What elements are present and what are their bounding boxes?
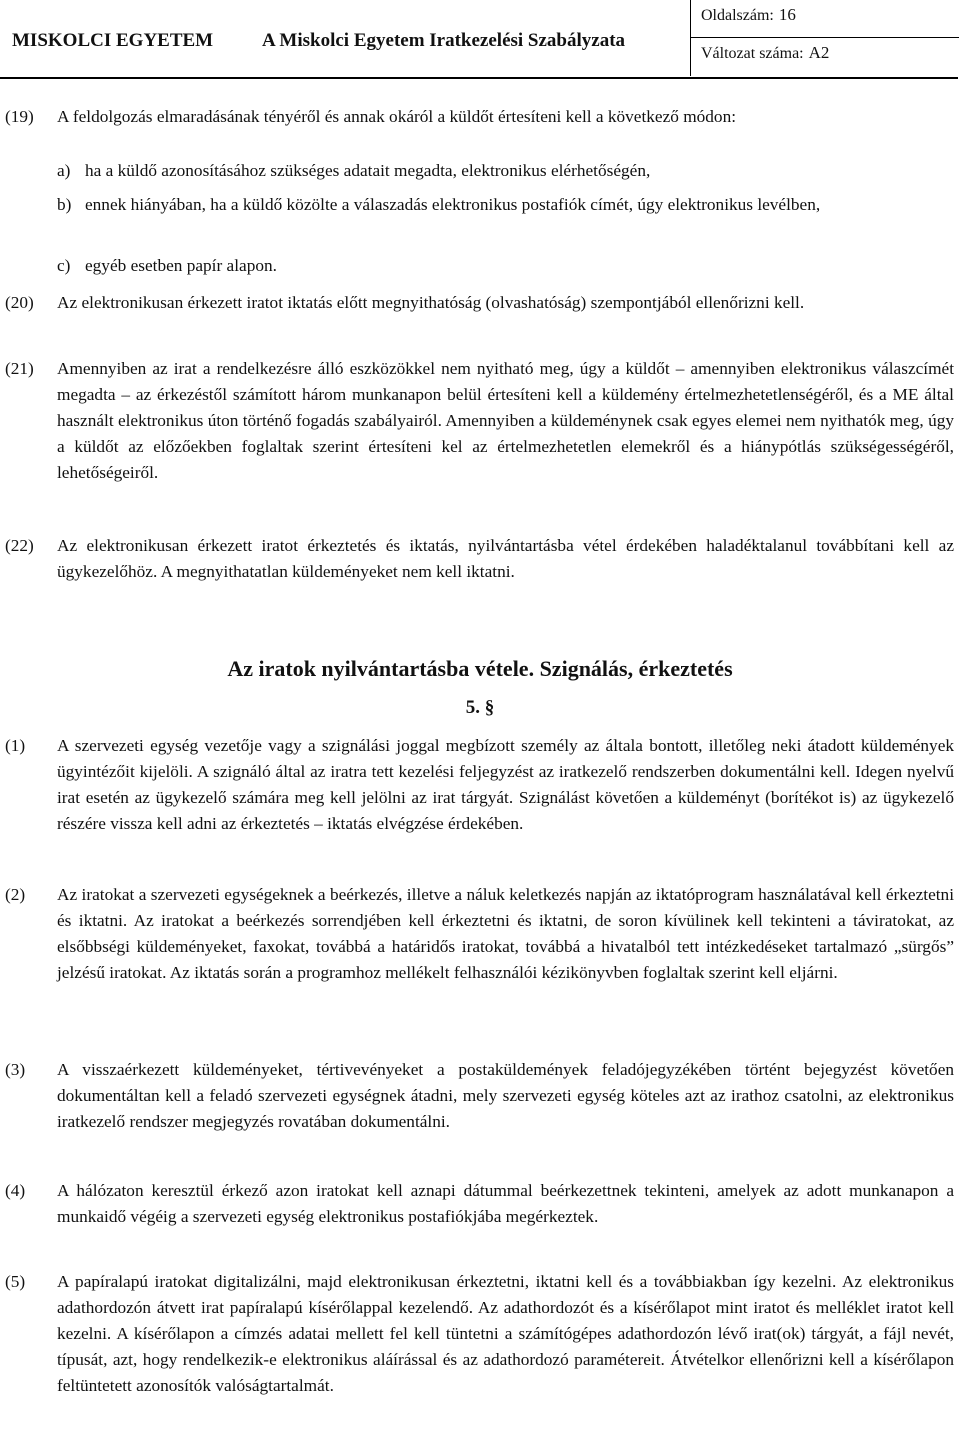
- section-number: 5. §: [465, 697, 495, 718]
- paragraph-text: Az iratokat a szervezeti egységeknek a beérkezés, illetve a náluk keletkezés napján az iktatóprogram használatával kell érkeztetni és iktatni. Az iratokat a beérkezés sorrendjében kell érkeztetni és iktatni, de soron kívülinek kell tekinteni a táviratokat, az elsőbbségi küldeményeket, faxokat, továbbá a határidős iratokat, továbbá a hivatalból tett intézkedéseket tartalmazó „sürgős” jelzésű iratokat. Az iktatás során a programhoz mellékelt felhasználói kézikönyvben foglaltak szerint kell eljárni.: [57, 885, 954, 982]
- paragraph-number: (22): [5, 536, 34, 555]
- paragraph-text: A papíralapú iratokat digitalizálni, majd elektronikusan érkeztetni, iktatni kell és a továbbiakban így kezelni. Az elektronikus adathordozón átvett irat papíralapú kísérőlappal kezelendő. Az adathordozót és a kísérőlapot mint iratot és melléklet iratot kell kezelni. A kísérőlapon a címzés adatai mellett fel kell tüntetni a számítógépes adathordozón lévő irat(ok) tárgyát, a fájl nevét, típusát, azt, hogy rendelkezik-e elektronikus aláírással és az adathordozó paramétereit. Átvételkor ellenőrizni kell a kísérőlapon feltüntetett azonosítók valóságtartalmát.: [57, 1272, 954, 1395]
- section-paragraph-5: [0, 1269, 954, 1399]
- paragraph-text: Az elektronikusan érkezett iratot iktatás előtt megnyithatóság (olvashatóság) szempontjából ellenőrizni kell.: [57, 293, 805, 312]
- paragraph-text: Az elektronikusan érkezett iratot érkeztetés és iktatás, nyilvántartásba vétel érdekében haladéktalanul továbbítani kell az ügykezelőhöz. A megnyithatatlan küldeményeket nem kell iktatni.: [57, 536, 954, 581]
- section-paragraph-2: [0, 882, 954, 986]
- list-item-letter: c): [57, 256, 71, 275]
- paragraph-21: [0, 356, 954, 486]
- list-item: [57, 192, 954, 218]
- section-paragraph-4: [0, 1178, 954, 1230]
- paragraph-number: (20): [5, 293, 34, 312]
- paragraph-number: (1): [5, 736, 26, 755]
- university-name: MISKOLCI EGYETEM: [12, 30, 214, 51]
- list-item-text: egyéb esetben papír alapon.: [85, 256, 277, 275]
- document-title: A Miskolci Egyetem Iratkezelési Szabályzata: [262, 30, 626, 51]
- list-item-text: ennek hiányában, ha a küldő közölte a válaszadás elektronikus postafiók címét, úgy elektronikus levélben,: [85, 195, 821, 214]
- version-label: Változat száma:: [701, 45, 804, 62]
- list-item-letter: a): [57, 161, 71, 180]
- paragraph-number: (2): [5, 885, 26, 904]
- paragraph-number: (3): [5, 1060, 26, 1079]
- version-number: A2: [808, 43, 830, 62]
- paragraph-20: [0, 290, 954, 316]
- paragraph-number: (4): [5, 1181, 26, 1200]
- paragraph-text: A feldolgozás elmaradásának tényéről és annak okáról a küldőt értesíteni kell a következő módon:: [57, 107, 737, 126]
- header-info-box: [690, 0, 959, 76]
- paragraph-text: A szervezeti egység vezetője vagy a szignálási joggal megbízott személy az általa bontott, illetőleg neki átadott küldemények ügyintézőit kijelöli. A szignáló által az iratra tett kezelési feljegyzést az iratkezelő rendszerben dokumentálni kell. Idegen nyelvű irat esetén az ügykezelő számára meg kell jelölni az irat tárgyát. Szignálást követően a küldeményt (borítékot is) az ügykezelő részére vissza kell adni az érkeztetés – iktatás elvégzése érdekében.: [57, 736, 954, 833]
- paragraph-22: [0, 533, 954, 585]
- paragraph-number: (5): [5, 1272, 26, 1291]
- paragraph-text: A visszaérkezett küldeményeket, tértivevényeket a postaküldemények feladójegyzékében történt bejegyzést követően dokumentáltan kell a feladó szervezeti egységnek átadni, mely szervezeti egység köteles azt az irathoz csatolni, az elektronikus iratkezelő rendszer megjegyzés rovatában dokumentálni.: [57, 1060, 954, 1131]
- paragraph-19: [0, 104, 954, 130]
- paragraph-text: Amennyiben az irat a rendelkezésre álló eszközökkel nem nyitható meg, úgy a küldőt – amennyiben elektronikus válaszcímét megadta – az érkezéstől számított három munkanapon belül értesíteni kell a küldemény értelmezhetetlenségéről, és a ME által használt elektronikus úton történő fogadás szabályairól. Amennyiben a küldeménynek csak egyes elemei nem nyithatók meg, úgy a küldőt az előzőekben foglaltak szerint értesíteni kel az értelmezhetetlen elemekről és a hiánypótlás szükségességéről, lehetőségeiről.: [57, 359, 954, 482]
- section-paragraph-3: [0, 1057, 954, 1135]
- list-item: [57, 253, 954, 279]
- paragraph-text: A hálózaton keresztül érkező azon iratokat kell aznapi dátummal beérkezettnek tekinteni, amelyek az adott munkanapon a munkaidő végéig a szervezeti egység elektronikus postafiókjába megérkeztek.: [57, 1181, 954, 1226]
- list-item-text: ha a küldő azonosításához szükséges adatait megadta, elektronikus elérhetőségén,: [85, 161, 651, 180]
- list-item: [57, 158, 954, 184]
- list-item-letter: b): [57, 195, 72, 214]
- section-heading: Az iratok nyilvántartásba vétele. Szignálás, érkeztetés: [227, 656, 733, 681]
- paragraph-number: (19): [5, 107, 34, 126]
- page-header: [0, 0, 958, 79]
- version-row: [691, 38, 959, 76]
- section-paragraph-1: [0, 733, 954, 837]
- page-number: 16: [778, 5, 796, 24]
- paragraph-number: (21): [5, 359, 34, 378]
- page-number-row: [691, 0, 959, 38]
- page-number-label: Oldalszám:: [701, 7, 774, 24]
